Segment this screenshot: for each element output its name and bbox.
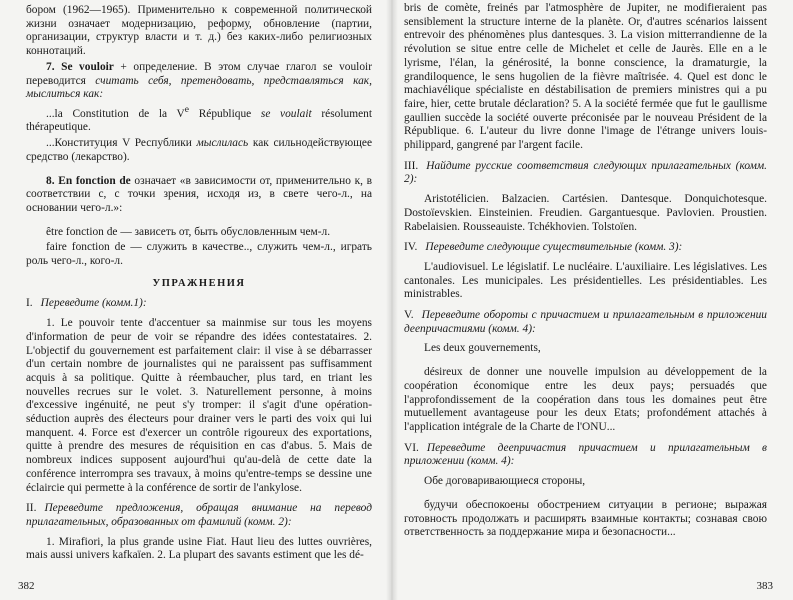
example-french-constitution: ...la Constitution de la Ve République se voulait résolument thérapeutique.	[26, 104, 372, 134]
exercise-5-intro: Les deux gouvernements,	[424, 342, 541, 355]
nouns-list: L'audiovisuel. Le législatif. Le nucléaire. L'auxiliaire. Les législatives. Les cantonales. Les municipales. Les présidentielles. Les présidentiables. Les ministrables.	[404, 260, 767, 301]
task-heading-4: IV. Переведите следующие существительные (комм. 3):	[404, 241, 683, 254]
paragraph-en-fonction-de: 8. En fonction de означает «в зависимости от, применительно к, в соответствии с, с точки зрения, исходя из, в свете чего-л., на основании чего-л.»:	[26, 174, 372, 214]
term-en-fonction-de: En fonction de	[58, 174, 131, 187]
translation-variants: считать себя, претендовать, представляться как, мыслиться как:	[26, 74, 372, 101]
term-se-vouloir: Se vouloir	[61, 60, 114, 73]
exercise-1-text: 1. Le pouvoir tente d'accentuer sa mainmise sur tous les moyens d'information de peur de voir se répandre des idées contestataires. 2. L'objectif du gouvernement est parfaitement clair: il vise à se débarrasser d'un certain nombre de journalistes qui ne paraissent pas suffisamment acquis à sa politique. Quitte à réembaucher, plus tard, en triant les nouvelles recrues sur le volet. 3. Naturellement personne, à moins d'excessive ingénuité, ne peut s'y tromper: il s'agit d'une opération-séduction auprès des électeurs pour drainer vers le parti des voix qui lui manquent. 4. Force est d'exercer un contrôle rigoureux des exportations, quitte à prendre des mesures de réquisition en cas d'abus. 5. Mais de nombreux indices supposent aujourd'hui qu'au-delà de cette date la conférence interrompra ses travaux, à moins qu'entre-temps se dessine une éclaircie qui permette à la conférence de sortir de l'ankylose.	[26, 317, 372, 494]
task-heading-1: I. Переведите (комм.1):	[26, 297, 147, 310]
definition-etre-fonction: être fonction de — зависеть от, быть обусловленным чем-л.	[46, 225, 331, 238]
exercise-5-text: désireux de donner une nouvelle impulsion au développement de la coopération économique entre les deux pays; persuadés que l'approfondissement de la coopération dans tous les domaines peut être mutuellement avantageuse pour les deux Etats; profondément attachés à l'application intégrale de la Charte de l'ONU...	[404, 366, 767, 433]
task-heading-6: VI. Переведите деепричастия причастием и прилагательным в приложении (комм. 4):	[404, 441, 767, 468]
item-number: 7.	[46, 60, 55, 73]
explanation-text: + определение. В этом случае глагол se vouloir переводится	[26, 60, 372, 87]
exercise-6-text: будучи обеспокоены обострением ситуации в регионе; выражая готовность продолжать и расширять взаимные контакты; сознавая свою ответственность за поддержание мира и безопасности...	[404, 498, 767, 539]
definition-faire-fonction: faire fonction de — служить в качестве.., служить чем-л., играть роль чего-л., кого-л.	[26, 241, 372, 268]
right-page	[396, 0, 793, 600]
paragraph-renovation: бором (1962—1965). Применительно к современной политической жизни означает модернизацию, реформу, обновление (партии, организации, структур власти и т. д.) без каких-либо религиозных коннотаций.	[26, 4, 372, 58]
task-heading-2: II. Переведите предложения, обращая внимание на перевод прилагательных, образованных от фамилий (комм. 2):	[26, 502, 372, 528]
task-heading-5: V. Переведите обороты с причастием и прилагательным в приложении деепричастиями (комм. 4):	[404, 309, 767, 335]
page-number-right: 383	[756, 580, 773, 592]
task-heading-3: III. Найдите русские соответствия следующих прилагательных (комм. 2):	[404, 159, 767, 186]
left-page-content	[26, 4, 372, 565]
exercise-6-intro: Обе договаривающиеся стороны,	[424, 475, 586, 488]
exercise-2-text: 1. Mirafiori, la plus grande usine Fiat. Haut lieu des luttes ouvrières, mais aussi univers kafkaïen. 2. La plupart des savants estiment que les dé-	[26, 535, 372, 562]
exercise-2-continuation: bris de comète, freinés par l'atmosphère de Jupiter, ne modifieraient pas sensiblement la structure interne de la planète. Or, d'autres scénarios laissent entrevoir des phénomènes plus dantesques. 3. La vision mitterrandienne de la révolution se situe entre celle de Michelet et celle de Jaurès. Elle en a le lyrisme, l'élan, la générosité, la bonne conscience, la dramaturgie, la grandiloquence, le sens hugolien de la fièvre maîtrisée. 4. Quel est donc le machiavélique spécialiste en déstabilisation de premiers ministres qui a pu faire, hier, cette brutale déclaration? 5. A la société fermée que fut le gaullisme gaullien succède la société ouverte préconisée par le nouveau Président de la République. 6. L'auteur du livre donne l'image de l'étrange univers louis-philippard, gangrené par l'argent facile.	[404, 2, 767, 152]
adjectives-list: Aristotélicien. Balzacien. Cartésien. Dantesque. Donquichotesque. Dostoïevskien. Einsteinien. Freudien. Gargantuesque. Pavlovien. Proustien. Rabelaisien. Rousseauiste. Tchékhovien. Tolstoïen.	[404, 193, 767, 233]
page-number-left: 382	[18, 580, 35, 592]
left-page	[0, 0, 388, 600]
paragraph-se-vouloir	[26, 61, 372, 102]
example-russian-constitution: ...Конституция V Республики мыслилась как сильнодействующее средство (лекарство).	[26, 137, 373, 163]
right-page-content	[404, 2, 767, 542]
section-title-exercises: УПРАЖНЕНИЯ	[152, 277, 246, 289]
